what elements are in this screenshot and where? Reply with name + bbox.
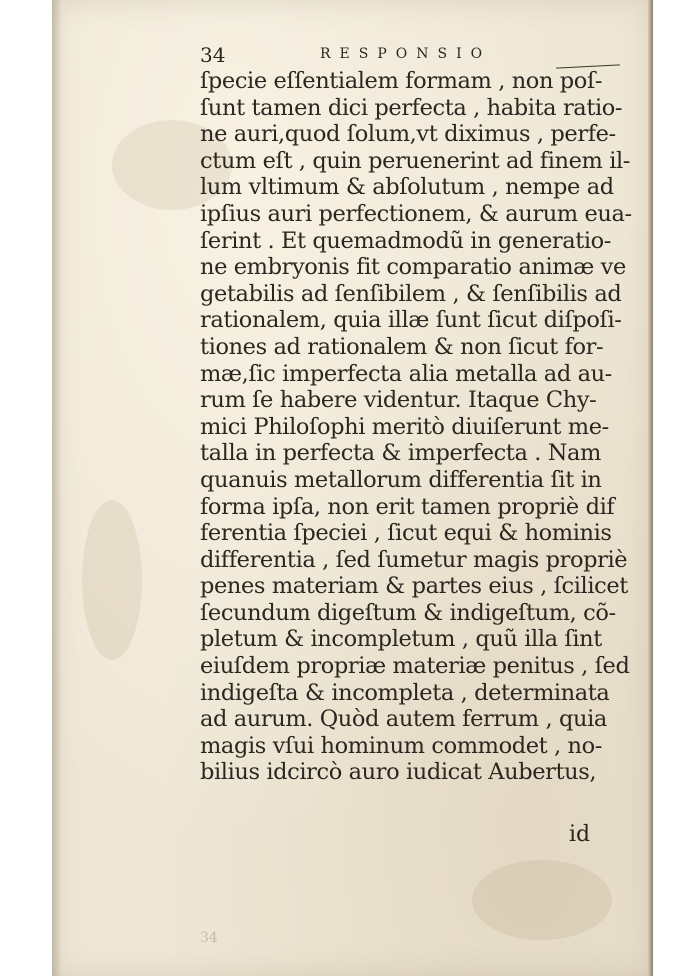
catchword: id [569,822,591,847]
bleed-through-folio: 34 [200,930,218,946]
paper-stain [82,500,142,660]
text-line: ad aurum. Quòd autem ferrum , quia [200,706,607,733]
text-line: pletum & incompletum , quũ illa ſint [200,626,602,653]
body-text [200,68,632,786]
text-line: rum ſe habere videntur. Itaque Chy- [200,387,597,414]
text-line: ſecundum digeſtum & indigeſtum, cõ- [200,599,616,626]
running-title: RESPONSIO [320,46,492,62]
paper-stain [472,860,612,940]
text-line: ſerint . Et quemadmodũ in generatio- [200,227,612,254]
page-header [200,43,560,65]
page-number: 34 [200,43,226,67]
page-gutter [52,0,62,976]
text-line: bilius idcircò auro iudicat Aubertus, [200,759,597,786]
text-line: quanuis metallorum differentia ſit in [200,466,602,493]
text-line: ne embryonis fit comparatio animæ ve [200,254,626,281]
text-line: ferentia ſpeciei , ſicut equi & hominis [200,520,612,547]
text-line: getabilis ad ſenſibilem , & ſenſibilis ad [200,280,622,307]
text-line: mici Philoſophi meritò diuiſerunt me- [200,413,609,440]
text-line: indigeſta & incompleta , determinata [200,679,610,706]
text-line: penes materiam & partes eius , ſcilicet [200,573,628,600]
text-line: mæ,ſic imperfecta alia metalla ad au- [200,360,612,387]
text-line: differentia , ſed ſumetur magis propriè [200,546,628,573]
text-line: ſpecie eſſentialem formam , non poſ- [200,68,603,94]
text-line: forma ipſa, non erit tamen propriè dif [200,493,615,520]
text-line: lum vltimum & abſolutum , nempe ad [200,174,614,201]
text-line: ne auri,quod ſolum,vt diximus , perfe- [200,121,616,148]
text-line: eiuſdem propriæ materiæ penitus , ſed [200,653,630,680]
page-edge [648,0,653,976]
text-line: ctum eſt , quin peruenerint ad finem il- [200,147,631,174]
text-line: magis vſui hominum commodet , no- [200,732,602,759]
text-line: tiones ad rationalem & non ſicut for- [200,333,604,360]
text-line: ſunt tamen dici perfecta , habita ratio- [200,94,623,121]
text-line: talla in perfecta & imperfecta . Nam [200,440,601,467]
text-line: ipſius auri perfectionem, & aurum eua- [200,200,632,227]
text-line: rationalem, quia illæ ſunt ſicut diſpoſi- [200,307,622,334]
